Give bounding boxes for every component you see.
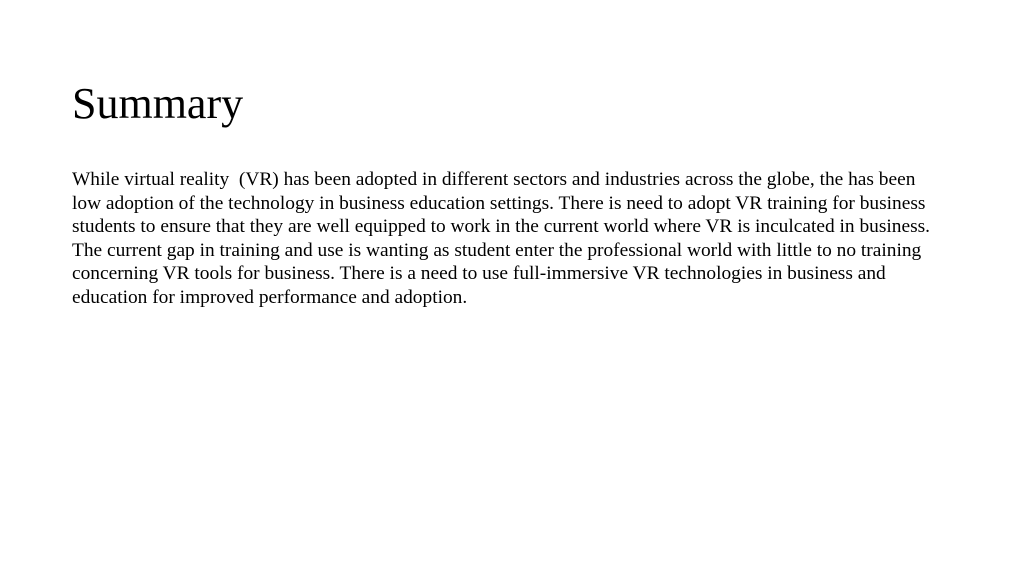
slide-title: Summary xyxy=(72,79,244,129)
slide-body-paragraph: While virtual reality (VR) has been adopted in different sectors and industries across the globe, the has been low adoption of the technology in business education settings. There is need to adopt VR training for business students to ensure that they are well equipped to work in the current world where VR is inculcated in business. The current gap in training and use is wanting as student enter the professional world with little to no training concerning VR tools for business. There is a need to use full-immersive VR technologies in business and education for improved performance and adoption. xyxy=(72,169,935,308)
